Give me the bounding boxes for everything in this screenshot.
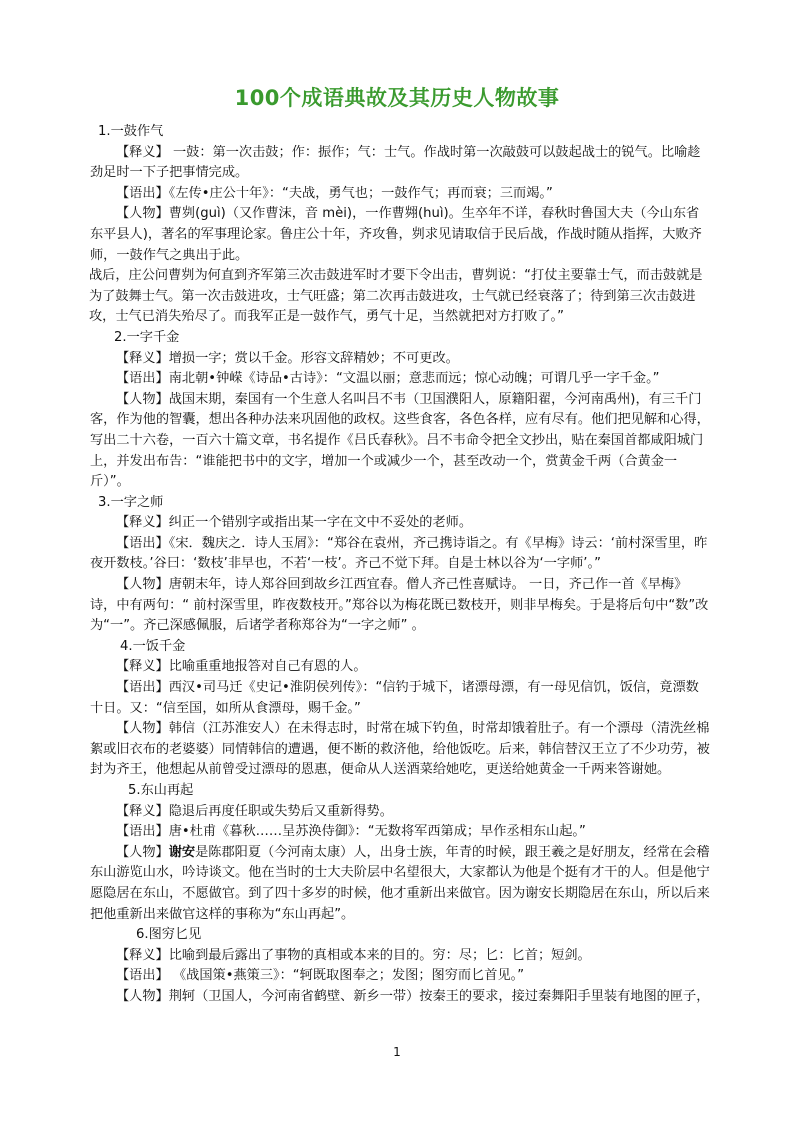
definition-paragraph [90,349,710,370]
source-text: 《宋．魏庆之．诗人玉屑》：“郑谷在袁州，齐己携诗诣之。有《早梅》诗云：‘前村深雪里，昨夜开数枝。’谷曰：‘数枝’非早也，不若‘一枝’。齐己不觉下拜。自是士林以谷为‘一字师’。” [90,535,708,572]
source-paragraph [90,184,710,205]
definition-text: 比喻重重地报答对自己有恩的人。 [168,659,367,675]
person-tag: 【人物】 [116,721,169,737]
definition-tag: 【释义】 [116,659,169,675]
source-tag: 【语出】 [116,824,169,840]
person-text: 是陈郡阳夏（今河南太康）人，出身士族，年青的时候，跟王羲之是好朋友，经常在会稽东山游览山水，吟诗谈文。他在当时的士大夫阶层中名望很大，大家都认为他是个挺有才干的人。但是他宁愿隐居在东山，不愿做官。到了四十多岁的时候，他才重新出来做官。因为谢安长期隐居在东山，所以后来把他重新出来做官这样的事称为“东山再起”。 [90,844,710,922]
person-tag: 【人物】 [116,988,169,1004]
person-text: 战国末期，秦国有一个生意人名叫吕不韦（卫国濮阳人，原籍阳翟，今河南禹州)，有三千门客，作为他的智囊，想出各种办法来巩固他的政权。这些食客，各色各样，应有尽有。他们把见解和心得，写出二十六卷，一百六十篇文章，书名提作《吕氏春秋》。吕不韦命令把全文抄出，贴在秦国首都咸阳城门上，并发出布告：“谁能把书中的文字，增加一个或减少一个，甚至改动一个，赏黄金千两（合黄金一斤）”。 [90,391,710,490]
definition-paragraph [90,657,710,678]
definition-paragraph [90,513,710,534]
source-text: 西汉•司马迁《史记•淮阴侯列传》：“信钓于城下，诸漂母漂，有一母见信饥，饭信，竟漂数十日。又：“信至国，如所从食漂母，赐千金。” [90,680,699,716]
person-paragraph [90,204,710,266]
definition-text: 一鼓：第一次击鼓；作：振作；气：士气。作战时第一次敲鼓可以鼓起战士的锐气。比喻趁劲足时一下子把事情完成。 [90,144,701,181]
person-tag: 【人物】 [116,577,169,593]
definition-tag: 【释义】 [116,144,169,160]
person-text: 荆轲（卫国人，今河南省鹤壁、新乡一带）按秦王的要求，接过秦舞阳手里装有地图的匣子， [168,988,710,1004]
source-tag: 【语出】 [116,371,169,387]
person-paragraph [90,390,710,493]
definition-text: 纠正一个错别字或指出某一字在文中不妥处的老师。 [168,515,473,531]
source-text: 唐•杜甫《暮秋……呈苏涣侍御》：“无数将军西第成；早作丞相东山起。” [168,824,586,840]
person-tag: 【人物】 [116,844,169,860]
section-heading: 1.一鼓作气 [98,124,164,139]
source-tag: 【语出】 [116,185,169,201]
section-heading: 3.一字之师 [98,494,164,510]
source-tag: 【语出】 [116,968,169,984]
source-text: 南北朝•钟嵘《诗品•古诗》：“文温以丽；意悲而远；惊心动魄；可谓几乎一字千金。” [168,371,660,387]
person-name: 谢安 [168,844,196,860]
source-paragraph [90,678,710,719]
section-heading: 4.一饭千金 [120,638,186,654]
person-text: 曹刿(guì)（又作曹沫，音 mèi)，一作曹翙(huì)。生卒年不详，春秋时鲁国大夫（今山东省东平县人)，著名的军事理论家。鲁庄公十年，齐攻鲁，刿求见请取信于民后战，作战时随从指挥，大败齐师，一鼓作气之典出于此。 [90,206,702,263]
source-paragraph [90,534,710,575]
section-heading: 2.一字千金 [114,329,180,345]
person-paragraph [90,575,710,637]
source-paragraph [90,369,710,390]
definition-tag: 【释义】 [116,947,169,963]
person-paragraph [90,843,710,925]
definition-paragraph [90,802,710,823]
definition-tag: 【释义】 [116,803,169,819]
person-paragraph [90,987,710,1008]
document-title: 100个成语典故及其历史人物故事 [234,86,560,110]
source-paragraph [90,966,710,987]
definition-text: 比喻到最后露出了事物的真相或本来的目的。穷：尽；匕：匕首；短剑。 [168,947,591,963]
source-paragraph [90,822,710,843]
person-tag: 【人物】 [116,206,169,222]
definition-paragraph [90,946,710,967]
definition-paragraph [90,143,710,184]
definition-tag: 【释义】 [116,350,169,366]
section-heading: 6.图穷匕见 [136,927,202,943]
source-text: 《左传•庄公十年》：“夫战，勇气也；一鼓作气；再而衰；三而竭。” [168,185,553,201]
source-tag: 【语出】 [116,680,169,696]
person-paragraph [90,719,710,781]
definition-text: 增损一字；赏以千金。形容文辞精妙；不可更改。 [168,350,459,366]
source-text: 《战国策•燕策三》：“轲既取图奉之；发图；图穷而匕首见。” [168,968,525,984]
person-text: 唐朝末年，诗人郑谷回到故乡江西宜春。僧人齐己性喜赋诗。 一日，齐己作一首《早梅》诗，中有两句：“ 前村深雪里，昨夜数枝开。”郑谷以为梅花既已数枝开，则非早梅矣。于是将后句中“数”改为“一”。齐己深感佩服，后诸学者称郑谷为“一字之师” 。 [90,577,709,634]
document-body [90,122,710,1008]
section-heading: 5.东山再起 [128,783,194,798]
definition-tag: 【释义】 [116,515,169,531]
source-tag: 【语出】 [116,535,169,551]
person-tag: 【人物】 [116,391,169,407]
person-text: 韩信（江苏淮安人）在未得志时，时常在城下钓鱼，时常却饿着肚子。有一个漂母（清洗丝棉絮或旧衣布的老婆婆）同情韩信的遭遇，便不断的救济他，给他饭吃。后来，韩信替汉王立了不少功劳，被封为齐王，他想起从前曾受过漂母的恩惠，便命从人送酒菜给她吃，更送给她黄金一千两来答谢她。 [90,721,710,778]
definition-text: 隐退后再度任职或失势后又重新得势。 [168,803,393,819]
page-number: 1 [393,1045,401,1059]
story-paragraph: 战后，庄公问曹刿为何直到齐军第三次击鼓进军时才要下令出击，曹刿说：“打仗主要靠士气，而击鼓就是为了鼓舞士气。第一次击鼓进攻，士气旺盛；第二次再击鼓进攻，士气就已经衰落了；待到第三次击鼓进攻，士气已消失殆尽了。而我军正是一鼓作气，勇气十足，当然就把对方打败了。” [89,268,703,325]
